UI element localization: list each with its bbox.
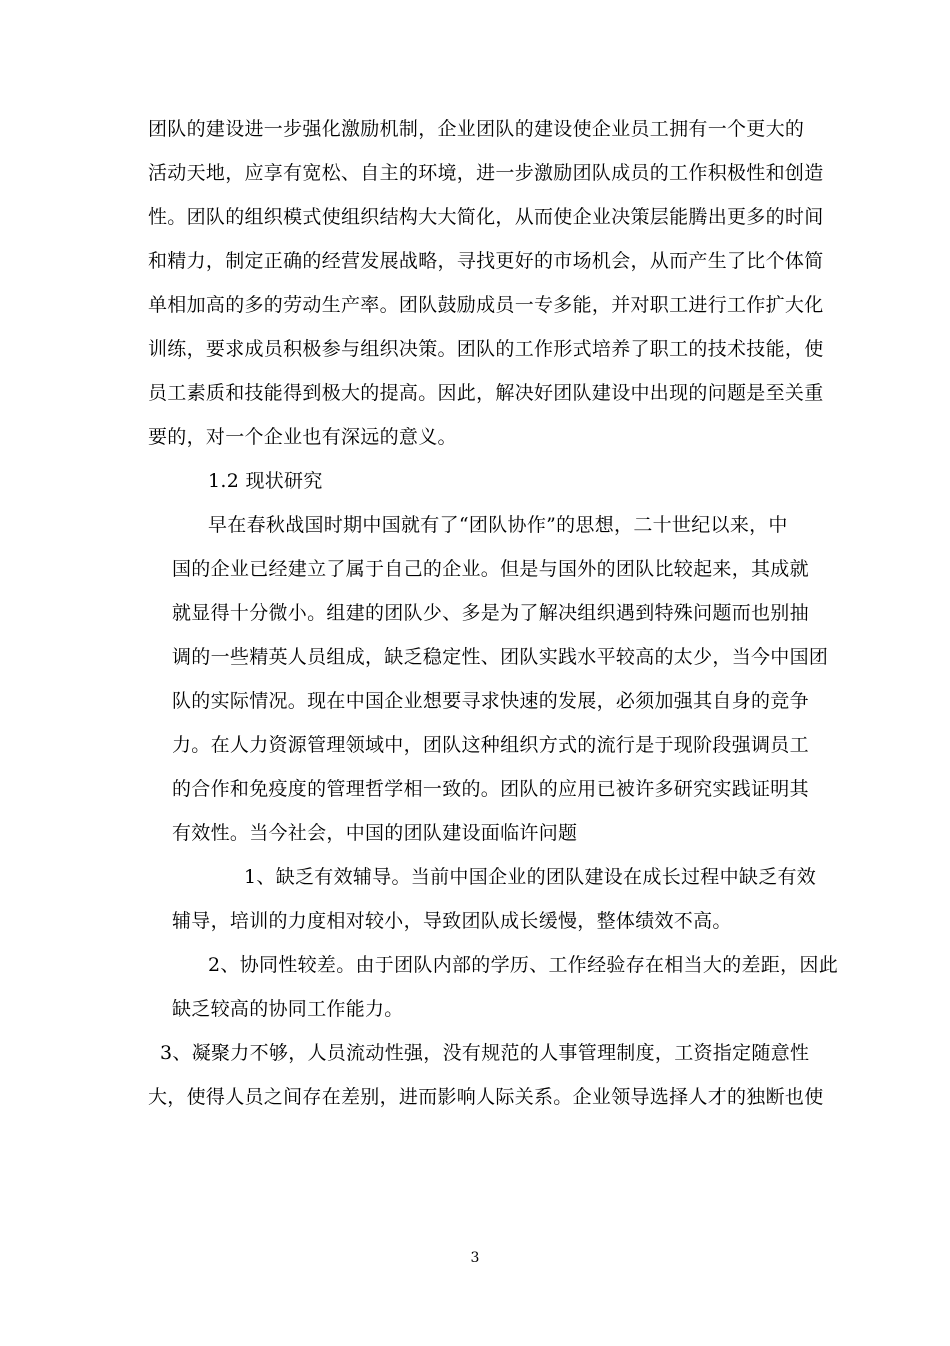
paragraph-line: 员工素质和技能得到极大的提高。因此，解决好团队建设中出现的问题是至关重 xyxy=(148,382,824,404)
paragraph-line: 的合作和免疫度的管理哲学相一致的。团队的应用已被许多研究实践证明其 xyxy=(172,778,809,800)
paragraph-line: 和精力，制定正确的经营发展战略，寻找更好的市场机会，从而产生了比个体简 xyxy=(148,250,824,272)
paragraph-line: 有效性。当今社会，中国的团队建设面临许问题 xyxy=(172,822,578,844)
section-heading: 1.2 现状研究 xyxy=(208,470,323,492)
paragraph-line: 力。在人力资源管理领域中，团队这种组织方式的流行是于现阶段强调员工 xyxy=(172,734,809,756)
page-number: 3 xyxy=(470,1250,480,1266)
paragraph-line: 性。团队的组织模式使组织结构大大简化，从而使企业决策层能腾出更多的时间 xyxy=(148,206,824,228)
paragraph-line: 队的实际情况。现在中国企业想要寻求快速的发展，必须加强其自身的竞争 xyxy=(172,690,809,712)
list-item-line: 3、凝聚力不够，人员流动性强，没有规范的人事管理制度，工资指定随意性 xyxy=(160,1042,810,1064)
paragraph-line: 团队的建设进一步强化激励机制，企业团队的建设使企业员工拥有一个更大的 xyxy=(148,118,805,140)
paragraph-line: 国的企业已经建立了属于自己的企业。但是与国外的团队比较起来，其成就 xyxy=(172,558,809,580)
list-item-line: 大，使得人员之间存在差别，进而影响人际关系。企业领导选择人才的独断也使 xyxy=(148,1086,824,1108)
list-item-line: 1、缺乏有效辅导。当前中国企业的团队建设在成长过程中缺乏有效 xyxy=(244,866,817,888)
list-item-line: 2、协同性较差。由于团队内部的学历、工作经验存在相当大的差距，因此 xyxy=(208,954,838,976)
list-item-line: 缺乏较高的协同工作能力。 xyxy=(172,998,404,1020)
paragraph-line: 训练，要求成员积极参与组织决策。团队的工作形式培养了职工的技术技能，使 xyxy=(148,338,824,360)
list-item-line: 辅导，培训的力度相对较小，导致团队成长缓慢，整体绩效不高。 xyxy=(172,910,732,932)
paragraph-line: 就显得十分微小。组建的团队少、多是为了解决组织遇到特殊问题而也别抽 xyxy=(172,602,809,624)
paragraph-line: 活动天地，应享有宽松、自主的环境，进一步激励团队成员的工作积极性和创造 xyxy=(148,162,824,184)
paragraph-line: 单相加高的多的劳动生产率。团队鼓励成员一专多能，并对职工进行工作扩大化 xyxy=(148,294,824,316)
paragraph-line: 调的一些精英人员组成，缺乏稳定性、团队实践水平较高的太少，当今中国团 xyxy=(172,646,829,668)
paragraph-line: 早在春秋战国时期中国就有了“团队协作”的思想，二十世纪以来，中 xyxy=(208,514,788,536)
paragraph-line: 要的，对一个企业也有深远的意义。 xyxy=(148,426,457,448)
